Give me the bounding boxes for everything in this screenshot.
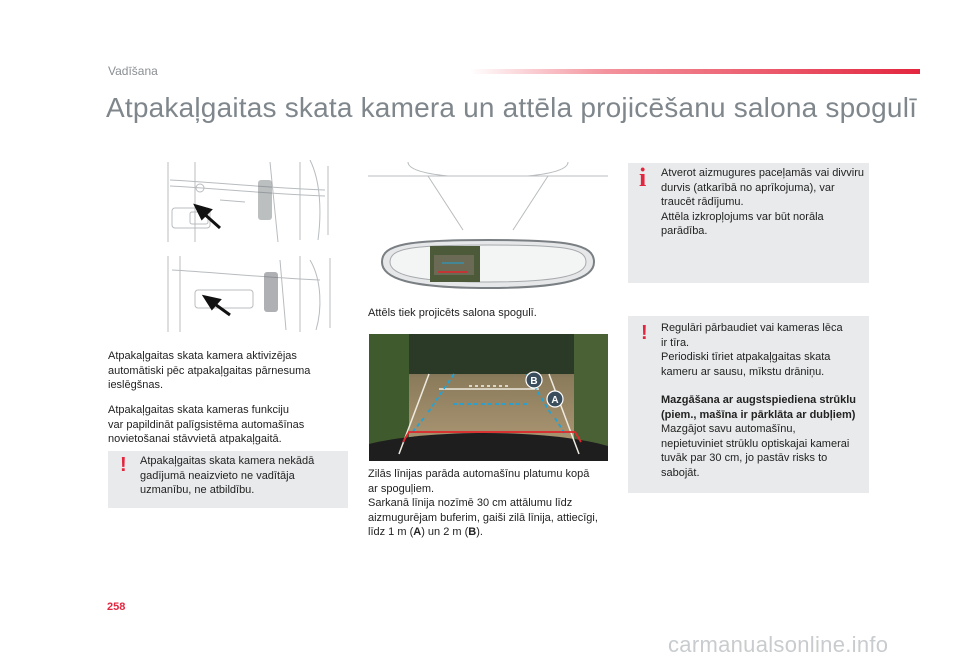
text-line: ieslēgšnas. [108, 379, 164, 391]
bold-heading-line: Mazgāšana ar augstspiediena strūklu [661, 394, 857, 406]
marker-b-label: B [530, 376, 538, 387]
info-box [628, 163, 869, 283]
text-line: kameru ar sausu, mīkstu drāniņu. [661, 365, 825, 378]
marker-b-reference: B [468, 526, 477, 538]
text-line: Attēla izkropļojums var būt norāla [661, 210, 824, 223]
text-line: gadījumā neaizvieto ne vadītāja [140, 469, 295, 482]
warning-icon: ! [641, 322, 648, 344]
text-line: Zilās līnijas parāda automašīnu platumu kopā [368, 468, 590, 480]
text-fragment: līdz 1 m ( [368, 526, 414, 538]
header-accent-line [470, 69, 920, 74]
page-title: Atpakaļgaitas skata kamera un attēla projicēšanu salona spogulī [106, 92, 918, 123]
text-line: tuvāk par 30 cm, jo pastāv risks to [661, 452, 828, 464]
marker-a-reference: A [413, 526, 422, 538]
text-line: novietošanai stāvvietā atpakaļgaitā. [108, 433, 282, 445]
text-line: Atpakaļgaitas skata kameras funkciju [108, 404, 289, 416]
text-line: durvis (atkarībā no aprīkojuma), var [661, 181, 835, 194]
marker-b [526, 372, 542, 388]
text-line: nepietuviniet strūklu optiskajai kamerai [661, 437, 850, 450]
text-line: Mazgājot savu automašīnu, [661, 423, 796, 435]
text-line: Regulāri pārbaudiet vai kameras lēca [661, 322, 843, 334]
bold-heading-line: (piem., mašīna ir pārklāta ar dubļiem) [661, 408, 856, 421]
spacer [661, 379, 856, 393]
text-fragment: ). [476, 526, 483, 538]
text-line: Atverot aizmugures paceļamās vai divviru [661, 167, 864, 179]
activation-paragraph [108, 349, 310, 393]
cleaning-warning-box [628, 316, 869, 493]
text-line: parādība. [661, 225, 708, 237]
text-line [368, 525, 598, 540]
info-text [661, 166, 864, 239]
warning-icon: ! [120, 454, 127, 476]
van-rear-camera-illustration [150, 160, 350, 335]
warning-text [140, 454, 314, 498]
text-line: Periodiski tīriet atpakaļgaitas skata [661, 351, 831, 363]
info-icon: i [639, 163, 647, 192]
text-line: sabojāt. [661, 466, 700, 479]
text-line: ir tīra. [661, 336, 690, 349]
interior-mirror-illustration [368, 160, 608, 295]
guide-lines-paragraph [368, 467, 598, 540]
page-number: 258 [107, 601, 126, 613]
marker-a [547, 391, 563, 407]
text-line: traucēt rādījumu. [661, 196, 744, 208]
text-line: ar spoguļiem. [368, 482, 435, 495]
text-line: uzmanību, ne atbildību. [140, 484, 255, 496]
section-header: Vadīšana [108, 64, 158, 78]
mirror-caption: Attēls tiek projicēts salona spogulī. [368, 307, 537, 319]
text-line: Atpakaļgaitas skata kamera aktivizējas [108, 350, 297, 362]
cleaning-warning-text [661, 321, 856, 480]
watermark: carmanualsonline.info [668, 632, 889, 657]
marker-a-label: A [551, 395, 559, 406]
text-line: Atpakaļgaitas skata kamera nekādā [140, 455, 315, 467]
text-line: var papildināt palīgsistēma automašīnas [108, 418, 305, 431]
driver-warning-box [108, 451, 348, 508]
text-line: automātiski pēc atpakaļgaitas pārnesuma [108, 364, 311, 377]
rear-camera-view-image [369, 334, 608, 461]
text-fragment: ) un 2 m ( [421, 526, 469, 538]
text-line: aizmugurējam buferim, gaiši zilā līnija, attiecīgi, [368, 511, 598, 524]
text-line: Sarkanā līnija nozīmē 30 cm attālumu līdz [368, 497, 573, 509]
parking-assist-paragraph [108, 403, 304, 447]
